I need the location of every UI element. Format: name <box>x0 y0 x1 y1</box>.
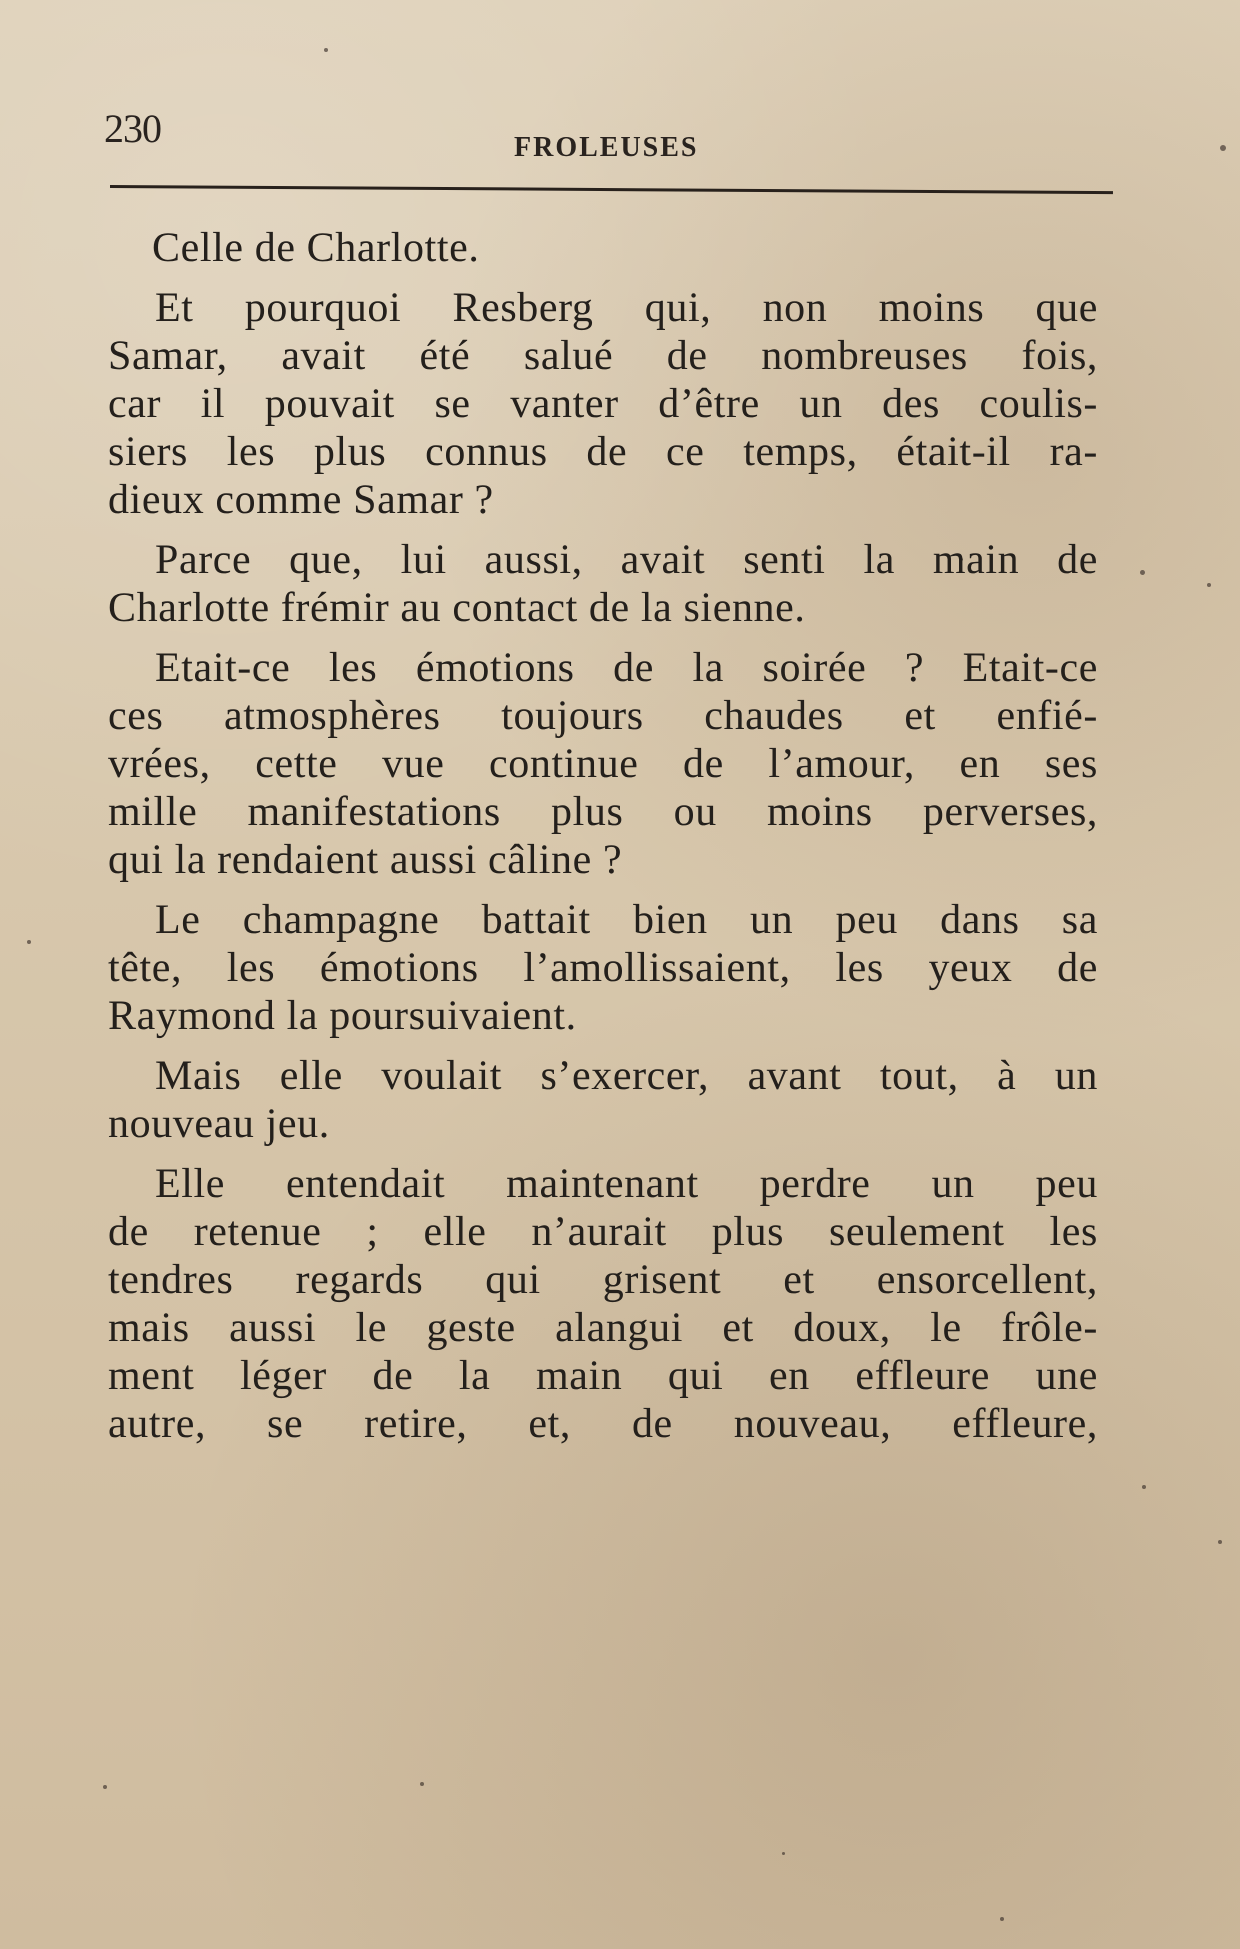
paragraph-gap <box>108 632 1098 644</box>
text-line: tête, les émotions l’amollissaient, les yeux de <box>108 945 1098 991</box>
text-line: vrées, cette vue continue de l’amour, en ses <box>108 741 1098 787</box>
paper-speck <box>1140 570 1145 575</box>
paper-speck <box>1000 1917 1004 1921</box>
paper-speck <box>27 940 31 944</box>
text-line: tendres regards qui grisent et ensorcellent, <box>108 1257 1098 1303</box>
text-line: dieux comme Samar ? <box>108 477 494 523</box>
text-line: ment léger de la main qui en effleure une <box>108 1353 1098 1399</box>
paragraph-gap <box>108 272 1098 284</box>
paragraph-gap <box>108 524 1098 536</box>
text-line: autre, se retire, et, de nouveau, effleure, <box>108 1401 1098 1447</box>
header-rule <box>110 185 1113 194</box>
paper-speck <box>1218 1540 1222 1544</box>
text-line: qui la rendaient aussi câline ? <box>108 837 623 883</box>
text-line: car il pouvait se vanter d’être un des coulis- <box>108 381 1098 427</box>
paper-speck <box>420 1782 424 1786</box>
text-line: Raymond la poursuivaient. <box>108 993 577 1039</box>
text-line: de retenue ; elle n’aurait plus seulement les <box>108 1209 1098 1255</box>
paper-speck <box>1220 145 1226 151</box>
text-line: Samar, avait été salué de nombreuses fois, <box>108 333 1098 379</box>
page-number: 230 <box>104 106 161 151</box>
text-line: Celle de Charlotte. <box>152 225 480 271</box>
text-line: Charlotte frémir au contact de la sienne. <box>108 585 806 631</box>
text-line: mille manifestations plus ou moins perverses, <box>108 789 1098 835</box>
page-header <box>104 105 1104 191</box>
paper-speck <box>1207 583 1211 587</box>
text-line: Etait-ce les émotions de la soirée ? Etait-ce <box>155 645 1098 691</box>
paper-speck <box>324 48 328 52</box>
running-head: FROLEUSES <box>514 132 699 163</box>
paper-speck <box>782 1852 785 1855</box>
text-line: Le champagne battait bien un peu dans sa <box>155 897 1098 943</box>
text-line: ces atmosphères toujours chaudes et enfié- <box>108 693 1098 739</box>
paragraph-gap <box>108 1040 1098 1052</box>
paragraph-gap <box>108 884 1098 896</box>
text-line: nouveau jeu. <box>108 1101 330 1147</box>
text-line: Parce que, lui aussi, avait senti la main de <box>155 537 1098 583</box>
text-line: Et pourquoi Resberg qui, non moins que <box>155 285 1098 331</box>
paper-speck <box>103 1785 107 1789</box>
paper-speck <box>1142 1485 1146 1489</box>
text-line: mais aussi le geste alangui et doux, le frôle- <box>108 1305 1098 1351</box>
text-line: siers les plus connus de ce temps, était-il ra- <box>108 429 1098 475</box>
paragraph-gap <box>108 1148 1098 1160</box>
body-text <box>108 224 1098 1448</box>
text-line: Mais elle voulait s’exercer, avant tout, à un <box>155 1053 1098 1099</box>
text-line: Elle entendait maintenant perdre un peu <box>155 1161 1098 1207</box>
